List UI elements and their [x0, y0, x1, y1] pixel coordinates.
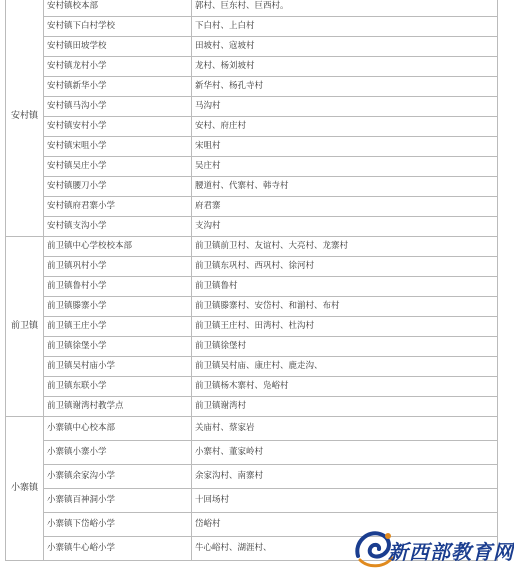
town-cell: 小寨镇 [6, 417, 44, 561]
villages-cell: 支沟村 [192, 217, 498, 237]
table-row [6, 117, 498, 137]
school-cell: 前卫镇滕寨小学 [44, 297, 192, 317]
table-row [6, 0, 498, 17]
school-cell: 小寨镇百神洞小学 [44, 489, 192, 513]
school-cell: 前卫镇吴村庙小学 [44, 357, 192, 377]
table-row [6, 465, 498, 489]
villages-cell: 田坡村、寇坡村 [192, 37, 498, 57]
school-district-table-container [5, 0, 497, 561]
school-cell: 安村镇马沟小学 [44, 97, 192, 117]
villages-cell: 余家沟村、南寨村 [192, 465, 498, 489]
table-row [6, 277, 498, 297]
table-row [6, 337, 498, 357]
table-row [6, 397, 498, 417]
school-cell: 前卫镇东联小学 [44, 377, 192, 397]
table-row [6, 97, 498, 117]
school-cell: 小寨镇余家沟小学 [44, 465, 192, 489]
villages-cell: 吴庄村 [192, 157, 498, 177]
table-row [6, 297, 498, 317]
school-district-table [5, 0, 498, 561]
villages-cell: 新华村、杨孔寺村 [192, 77, 498, 97]
villages-cell: 前卫镇杨木寨村、凫峪村 [192, 377, 498, 397]
villages-cell: 前卫镇东巩村、西巩村、徐河村 [192, 257, 498, 277]
table-row [6, 177, 498, 197]
town-cell: 前卫镇 [6, 237, 44, 417]
watermark [350, 524, 514, 574]
school-cell: 前卫镇徐堡小学 [44, 337, 192, 357]
school-cell: 安村镇田坡学校 [44, 37, 192, 57]
watermark-text: 新西部教育网 [388, 540, 514, 564]
school-cell: 前卫镇中心学校校本部 [44, 237, 192, 257]
villages-cell: 十回场村 [192, 489, 498, 513]
villages-cell: 腰道村、代寨村、韩寺村 [192, 177, 498, 197]
table-row [6, 217, 498, 237]
school-cell: 安村镇新华小学 [44, 77, 192, 97]
villages-cell: 府君寨 [192, 197, 498, 217]
school-cell: 安村镇吴庄小学 [44, 157, 192, 177]
villages-cell: 宋咀村 [192, 137, 498, 157]
villages-cell: 前卫镇鲁村 [192, 277, 498, 297]
school-cell: 安村镇下白村学校 [44, 17, 192, 37]
school-cell: 安村镇宋咀小学 [44, 137, 192, 157]
school-cell: 安村镇腰刀小学 [44, 177, 192, 197]
table-row [6, 357, 498, 377]
school-cell: 小寨镇牛心峪小学 [44, 537, 192, 561]
villages-cell: 安村、府庄村 [192, 117, 498, 137]
table-row [6, 417, 498, 441]
table-row [6, 17, 498, 37]
school-cell: 安村镇支沟小学 [44, 217, 192, 237]
villages-cell: 马沟村 [192, 97, 498, 117]
villages-cell: 龙村、杨刘坡村 [192, 57, 498, 77]
school-cell: 小寨镇下岱峪小学 [44, 513, 192, 537]
school-cell: 安村镇校本部 [44, 0, 192, 17]
table-row [6, 137, 498, 157]
villages-cell: 下白村、上白村 [192, 17, 498, 37]
table-row [6, 489, 498, 513]
school-cell: 安村镇安村小学 [44, 117, 192, 137]
villages-cell: 前卫镇吴村庙、康庄村、鹿走沟、 [192, 357, 498, 377]
table-row [6, 377, 498, 397]
villages-cell: 牛心峪村、湖涯村、 [192, 537, 498, 561]
table-body [6, 0, 498, 561]
villages-cell: 前卫镇滕寨村、安岱村、和湔村、布村 [192, 297, 498, 317]
school-cell: 安村镇龙村小学 [44, 57, 192, 77]
villages-cell: 前卫镇前卫村、友谊村、大亮村、龙寨村 [192, 237, 498, 257]
school-cell: 安村镇府君寨小学 [44, 197, 192, 217]
school-cell: 前卫镇谢湾村教学点 [44, 397, 192, 417]
villages-cell: 关庙村、蔡家岩 [192, 417, 498, 441]
town-cell: 安村镇 [6, 0, 44, 237]
table-row [6, 57, 498, 77]
school-cell: 前卫镇鲁村小学 [44, 277, 192, 297]
villages-cell: 小寨村、董家岭村 [192, 441, 498, 465]
villages-cell: 郭村、巨东村、巨西村。 [192, 0, 498, 17]
school-cell: 小寨镇中心校本部 [44, 417, 192, 441]
table-row [6, 157, 498, 177]
table-row [6, 77, 498, 97]
table-row [6, 317, 498, 337]
villages-cell: 前卫镇王庄村、田湾村、杜沟村 [192, 317, 498, 337]
villages-cell: 岱峪村 [192, 513, 498, 537]
villages-cell: 前卫镇谢湾村 [192, 397, 498, 417]
table-row [6, 197, 498, 217]
table-row [6, 257, 498, 277]
table-row [6, 441, 498, 465]
table-row [6, 237, 498, 257]
school-cell: 前卫镇王庄小学 [44, 317, 192, 337]
table-row [6, 37, 498, 57]
villages-cell: 前卫镇徐堡村 [192, 337, 498, 357]
school-cell: 前卫镇巩村小学 [44, 257, 192, 277]
school-cell: 小寨镇小寨小学 [44, 441, 192, 465]
